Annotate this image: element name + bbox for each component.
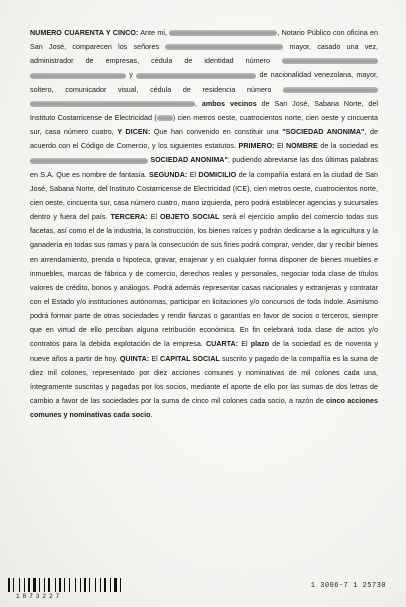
text-run: de San José, Sabana Norte, del Instituto Costarricense de Electricidad (	[30, 99, 378, 122]
text-run: mayor, casado una vez, administrador de empresas, cédula de identidad número	[30, 43, 378, 66]
text-run: será el ejercicio amplio del comercio todas sus facetas, así como el de la industria, la construcción, los bienes raíces y podrán dedicarse a la agricultura y la ganadería en todas sus ramas y para la consecución de sus fines podrá comprar, vender, dar y recibir bienes en arrendamiento, prenda o hipoteca, gravar, enajenar y en cualquier forma disponer de bienes muebles e inmuebles, marcas de fábrica y de comercio, derechos reales y personales, negociar toda clase de títulos valores de crédito, bonos y análogos. Podrá además representar casas nacionales y extranjeras y contratar con el Estado y/o instituciones autónomas, participar en licitaciones y/o concursos de toda índole. Asimismo podrá formar parte de otras sociedades y rendir fianzas o garantías en favor de socios o terceros, siempre que en virtud de ello perciban alguna retribución económica. En fin celebrará toda clase de actos y/o contratos para la debida explotación de la empresa.	[30, 213, 378, 349]
barcode	[8, 578, 128, 600]
barcode-bar	[13, 578, 14, 592]
barcode-bar	[41, 578, 43, 592]
barcode-bar	[28, 578, 30, 592]
barcode-bar	[66, 578, 68, 592]
barcode-bar	[80, 578, 81, 592]
text-run: ; pudiendo abreviarse las dos últimas palabras en S.A. Que es nombre de fantasía.	[30, 156, 378, 179]
barcode-bar	[89, 578, 90, 592]
text-run: y	[126, 71, 137, 80]
bold-phrase: SOCIEDAD ANONIMA"	[150, 156, 228, 165]
barcode-bar	[64, 578, 65, 592]
text-run: El	[149, 354, 161, 363]
barcode-bar	[57, 578, 58, 592]
text-run: El	[274, 142, 286, 151]
redacted-id-number	[30, 73, 126, 79]
barcode-bar	[26, 578, 27, 592]
clause-heading: TERCERA:	[110, 213, 148, 222]
text-run: El	[147, 213, 160, 222]
text-run: El	[238, 340, 251, 349]
barcode-bar	[21, 578, 23, 592]
bold-phrase: plazo	[250, 340, 270, 349]
barcode-bar	[91, 578, 94, 592]
barcode-bar	[120, 578, 121, 592]
barcode-bar	[102, 578, 103, 592]
barcode-bar	[48, 578, 50, 592]
text-run: de la compañía estará en la ciudad de San José, Sabana Norte, del Instituto Costarricense de Electricidad (ICE), cien metros oeste, cuatrocientos norte, cien oeste, cincuenta sur, casa número cuatro, mano izquierda, pero podrá establecer agencias y sucursales dentro y fuera del país.	[30, 170, 378, 222]
barcode-bar	[75, 578, 76, 592]
clause-heading: PRIMERO:	[238, 142, 275, 151]
text-run: ) cien metros oeste, cuatrocientos norte, cien oeste y cincuenta sur, casa número cuatro,	[30, 113, 378, 137]
text-run: de nacionalidad venezolana, mayor, soltero, comunicador visual, cédula de residencia número	[30, 71, 378, 94]
text-run: Que han convenido en constituir una	[150, 128, 283, 137]
text-run: de la sociedad es	[317, 142, 378, 151]
barcode-bar	[19, 578, 20, 592]
barcode-bar	[11, 578, 12, 592]
bold-phrase: cinco acciones comunes y nominativas cada socio	[30, 397, 378, 420]
clause-heading: CUARTA:	[205, 340, 239, 349]
barcode-bar	[51, 578, 54, 592]
barcode-bar	[15, 578, 18, 592]
bold-phrase: DOMICILIO	[198, 170, 237, 179]
bold-phrase: Y DICEN:	[117, 128, 151, 137]
barcode-bar	[95, 578, 96, 592]
text-run: suscrito y pagado de la compañía es la suma de diez mil colones, representado por diez acciones comunes y nominativas de mil colones cada una, íntegramente suscritas y pagadas por los socios, mediante el aporte de ello por las sumas de dos letras de cambio a favor de las sociedades por la suma de cinco mil colones cada socio, a razón de	[30, 354, 378, 406]
barcode-bar	[84, 578, 86, 592]
redacted-acronym	[157, 115, 173, 121]
barcode-bar	[114, 578, 117, 592]
bold-phrase: CAPITAL SOCIAL	[160, 354, 220, 363]
deed-number: NUMERO CUARENTA Y CINCO:	[30, 29, 139, 37]
barcode-bar	[8, 578, 10, 592]
barcode-bar	[39, 578, 40, 592]
serial-number: 1 3006-7 1 25730	[310, 582, 386, 590]
text-run: de la sociedad es de noventa y nueve años a partir de hoy.	[30, 340, 378, 363]
barcode-bar	[97, 578, 99, 592]
barcode-bar	[87, 578, 88, 592]
text-run: , de acuerdo con el Código de Comercio, y los siguientes estatutos.	[30, 128, 378, 151]
barcode-bars	[8, 578, 128, 592]
redacted-person-name	[165, 44, 283, 50]
document-body	[30, 26, 378, 422]
clause-heading: QUINTA:	[119, 354, 150, 363]
barcode-bar	[122, 578, 124, 592]
redacted-person-name	[136, 73, 256, 79]
barcode-bar	[37, 578, 38, 592]
barcode-bar	[46, 578, 47, 592]
redacted-notary-name	[169, 30, 277, 36]
barcode-bar	[71, 578, 74, 592]
barcode-bar	[118, 578, 119, 592]
redacted-id-number	[282, 58, 378, 64]
barcode-bar	[110, 578, 111, 592]
barcode-bar	[107, 578, 109, 592]
barcode-bar	[59, 578, 61, 592]
barcode-number: 1873227	[16, 593, 63, 600]
barcode-bar	[31, 578, 32, 592]
barcode-bar	[77, 578, 79, 592]
barcode-bar	[100, 578, 101, 592]
redacted-company-name	[30, 158, 148, 164]
barcode-bar	[82, 578, 83, 592]
text-run: .	[150, 411, 153, 420]
barcode-bar	[112, 578, 113, 592]
barcode-bar	[24, 578, 25, 592]
bold-phrase: OBJETO SOCIAL	[159, 213, 220, 222]
clause-heading: SEGUNDA:	[149, 170, 188, 179]
bold-phrase: "SOCIEDAD ANONIMA"	[282, 128, 365, 137]
barcode-bar	[44, 578, 45, 592]
barcode-bar	[33, 578, 36, 592]
barcode-bar	[104, 578, 106, 592]
barcode-bar	[62, 578, 63, 592]
redacted-residence-number	[283, 87, 378, 93]
text-run: Ante mi,	[138, 29, 170, 37]
barcode-bar	[69, 578, 70, 592]
barcode-bar	[55, 578, 56, 592]
deed-paragraph: NUMERO CUARENTA Y CINCO: Ante mi, , Notario Público con oficina en San José, comparecen los señores mayor, casado una vez, administrador de empresas, cédula de identidad número y de nacionalidad venezolana, mayor, soltero, comunicador visual, cédula de residencia número , ambos vecinos de San José, Sabana Norte, del Instituto Costarricense de Electricidad ( ) cien metros oeste, cuatrocientos norte, cien oeste y cincuenta sur, casa número cuatro, Y DICEN: Que han convenido en constituir una "SOCIEDAD ANONIMA", de acuerdo con el Código de Comercio, y los siguientes estatutos. PRIMERO: El NOMBRE de la sociedad es SOCIEDAD ANONIMA"; pudiendo abreviarse las dos últimas palabras en S.A. Que es nombre de fantasía. SEGUNDA: El DOMICILIO de la compañía estará en la ciudad de San José, Sabana Norte, del Instituto Costarricense de Electricidad (ICE), cien metros oeste, cuatrocientos norte, cien oeste, cincuenta sur, casa número cuatro, mano izquierda, pero podrá establecer agencias y sucursales dentro y fuera del país. TERCERA: El OBJETO SOCIAL será el ejercicio amplio del comercio todas sus facetas, así como el de la industria, la construcción, los bienes raíces y podrán dedicarse a la agricultura y la ganadería en todas sus ramas y para la consecución de sus fines podrá comprar, vender, dar y recibir bienes en arrendamiento, prenda o hipoteca, gravar, enajenar y en cualquier forma disponer de bienes muebles e inmuebles, marcas de fábrica y de comercio, derechos reales y personales, negociar toda clase de títulos valores de crédito, bonos y análogos. Podrá además representar casas nacionales y extranjeras y contratar con el Estado y/o instituciones autónomas, participar en licitaciones y/o concursos de toda índole. Asimismo podrá formar parte de otras sociedades y rendir fianzas o garantías en favor de socios o terceros, siempre que en virtud de ello perciban alguna retribución económica. En fin celebrará toda clase de actos y/o contratos para la debida explotación de la empresa. CUARTA: El plazo de la sociedad es de noventa y nueve años a partir de hoy. QUINTA: El CAPITAL SOCIAL suscrito y pagado de la compañía es la suma de diez mil colones, representado por diez acciones comunes y nominativas de mil colones cada una, íntegramente suscritas y pagadas por los socios, mediante el aporte de ello por las sumas de dos letras de cambio a favor de las sociedades por la suma de cinco mil colones cada socio, a razón de cinco acciones comunes y nominativas cada socio.	[30, 29, 379, 420]
bold-phrase: ambos vecinos	[201, 99, 257, 108]
redacted-residence-number	[30, 101, 195, 107]
text-run: , Notario Público con oficina en San José, comparecen los señores	[30, 29, 379, 52]
bold-phrase: NOMBRE	[285, 142, 318, 151]
text-run: El	[187, 170, 199, 179]
